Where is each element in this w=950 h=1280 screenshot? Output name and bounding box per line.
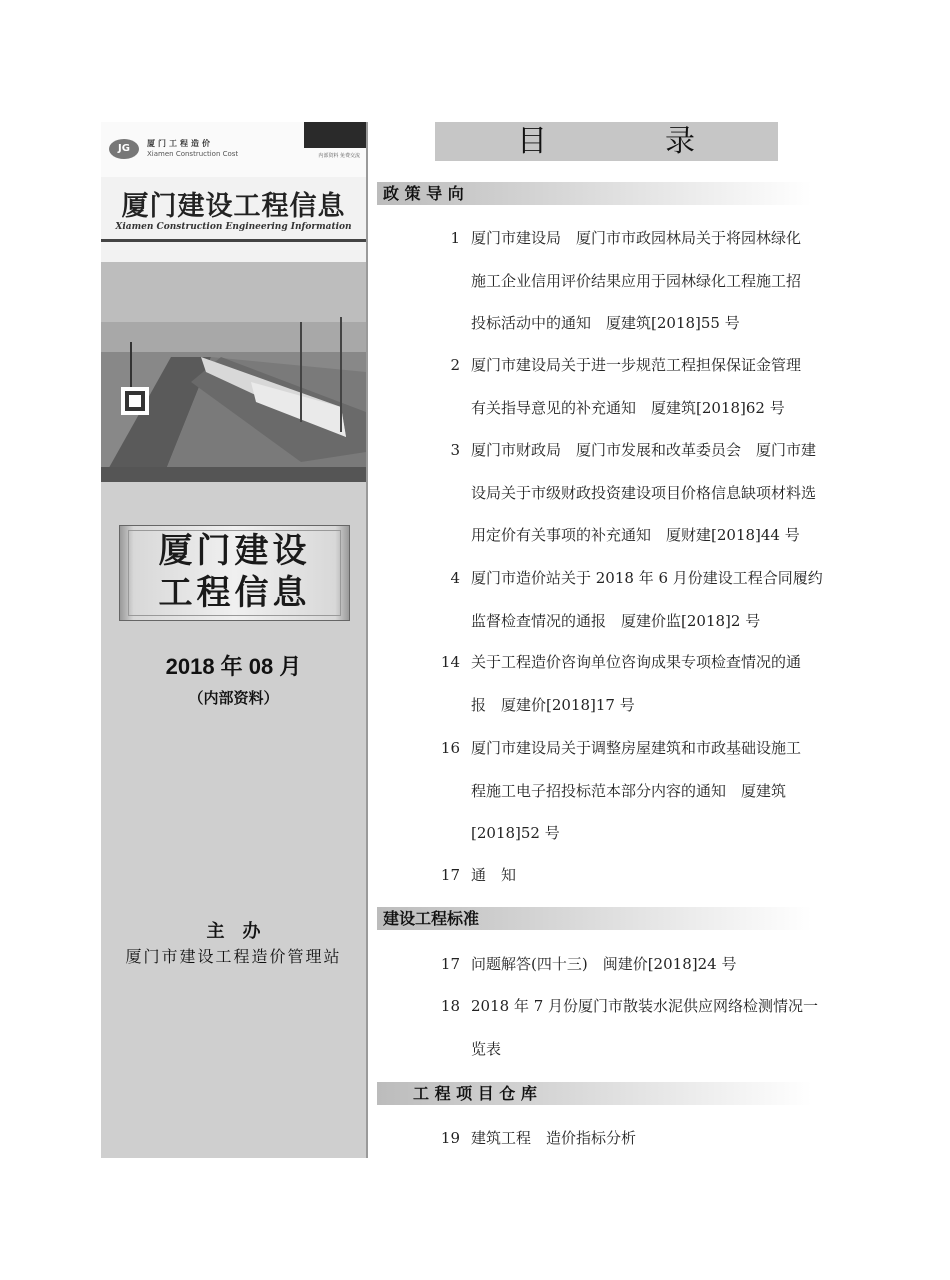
page-number: 1 bbox=[450, 229, 460, 247]
page-number: 19 bbox=[440, 1129, 460, 1147]
cover-photo bbox=[101, 262, 366, 482]
entry-line: 厦门市建设局关于调整房屋建筑和市政基础设施工 bbox=[471, 739, 802, 757]
cover-rule bbox=[101, 239, 366, 242]
entry-line: 监督检查情况的通报 厦建价监[2018]2 号 bbox=[471, 611, 761, 630]
entry-line: 报 厦建价[2018]17 号 bbox=[471, 695, 635, 714]
page-number: 4 bbox=[450, 569, 460, 587]
entry-line: 厦门市建设局 厦门市市政园林局关于将园林绿化 bbox=[471, 229, 802, 247]
page-number: 17 bbox=[440, 955, 460, 973]
left-sidebar bbox=[101, 122, 368, 1158]
publisher-name-cn: 厦门工程造价 bbox=[147, 139, 213, 148]
issue-date: 2018 年 08 月 bbox=[165, 654, 302, 679]
masthead-line-2: 工程信息 bbox=[158, 573, 311, 613]
cover-title: 厦门建设工程信息 bbox=[121, 191, 346, 222]
entry-line: 厦门市建设局关于进一步规范工程担保保证金管理 bbox=[471, 356, 802, 374]
entry-line: 问题解答(四十三) 闽建价[2018]24 号 bbox=[471, 955, 737, 973]
cover-subtitle: Xiamen Construction Engineering Information bbox=[115, 222, 352, 232]
entry-line: 设局关于市级财政投资建设项目价格信息缺项材料选 bbox=[471, 483, 817, 502]
entry-line: 程施工电子招投标范本部分内容的通知 厦建筑 bbox=[471, 781, 787, 800]
page-number: 14 bbox=[440, 653, 460, 671]
page-number: 3 bbox=[450, 441, 460, 459]
host-name: 厦门市建设工程造价管理站 bbox=[125, 947, 342, 966]
entry-line: [2018]52 号 bbox=[471, 824, 560, 842]
entry-line: 览表 bbox=[471, 1039, 502, 1058]
section-header-policy: 政 策 导 向 bbox=[377, 182, 812, 205]
entry-line: 有关指导意见的补充通知 厦建筑[2018]62 号 bbox=[471, 398, 785, 417]
entry-line: 2018 年 7 月份厦门市散装水泥供应网络检测情况一 bbox=[471, 997, 819, 1015]
corner-tab bbox=[304, 122, 366, 148]
cover-header bbox=[101, 122, 366, 177]
toc-title bbox=[435, 122, 778, 161]
publisher-logo: JG bbox=[109, 139, 139, 159]
masthead-frame bbox=[119, 525, 350, 621]
section-header-projects: 工 程 项 目 仓 库 bbox=[377, 1082, 812, 1105]
toc-title-right: 录 bbox=[665, 124, 695, 159]
page-number: 18 bbox=[440, 997, 460, 1015]
cover-tagline: 内部资料 免费交流 bbox=[318, 153, 360, 159]
entry-line: 投标活动中的通知 厦建筑[2018]55 号 bbox=[471, 314, 740, 332]
entry-line: 施工企业信用评价结果应用于园林绿化工程施工招 bbox=[471, 271, 802, 290]
entry-line: 厦门市造价站关于 2018 年 6 月份建设工程合同履约 bbox=[471, 569, 823, 587]
page-number: 16 bbox=[440, 739, 460, 757]
entry-line: 建筑工程 造价指标分析 bbox=[471, 1129, 637, 1147]
metro-train-photo bbox=[101, 262, 366, 482]
entry-line: 通 知 bbox=[471, 866, 517, 884]
page-number: 2 bbox=[450, 356, 460, 374]
toc-title-left: 目 bbox=[517, 124, 547, 159]
masthead-line-1: 厦门建设 bbox=[158, 531, 311, 571]
cover-thumbnail bbox=[101, 122, 366, 482]
section-header-standards: 建设工程标准 bbox=[377, 907, 812, 930]
publisher-name-en: Xiamen Construction Cost bbox=[147, 150, 239, 158]
page-number: 17 bbox=[440, 866, 460, 884]
entry-line: 厦门市财政局 厦门市发展和改革委员会 厦门市建 bbox=[471, 441, 817, 459]
internal-note: （内部资料） bbox=[188, 689, 279, 707]
host-label: 主 办 bbox=[206, 921, 261, 942]
entry-line: 关于工程造价咨询单位咨询成果专项检查情况的通 bbox=[471, 653, 802, 671]
entry-line: 用定价有关事项的补充通知 厦财建[2018]44 号 bbox=[471, 526, 800, 544]
